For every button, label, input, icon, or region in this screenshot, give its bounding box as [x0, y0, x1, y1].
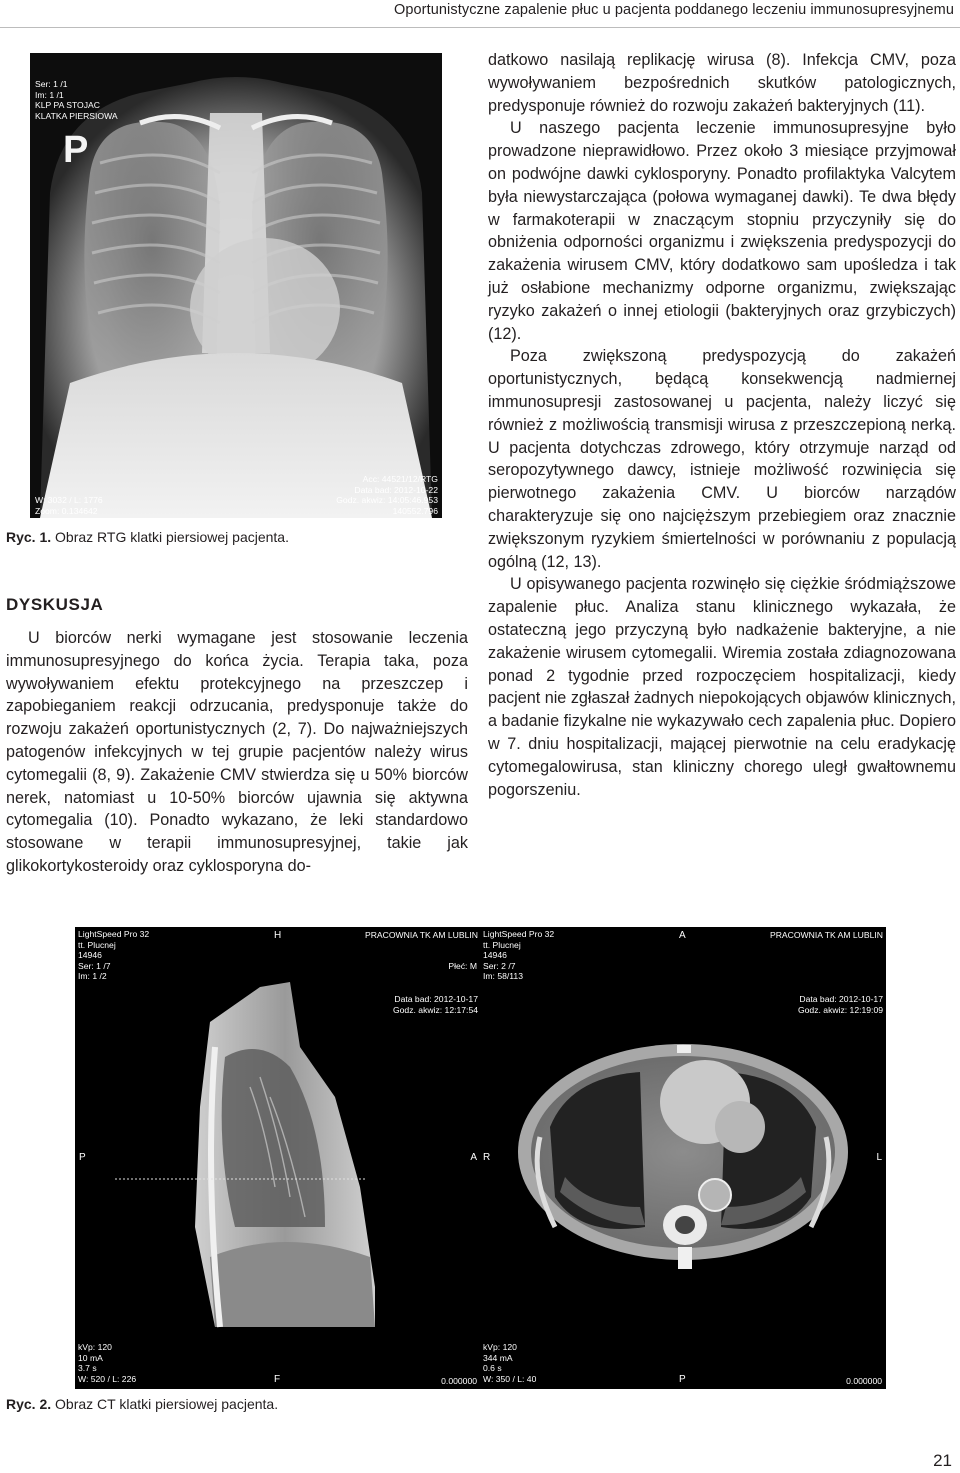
- orient-top: H: [274, 930, 282, 941]
- ct-sag-overlay-top-left: LightSpeed Pro 32 tt. Plucnej 14946 Ser: 1 /7 Im: 1 /2: [78, 929, 150, 981]
- side-marker: P: [63, 129, 89, 171]
- xray-overlay-bottom-left: W: 3032 / L: 1776 Zoom: 0.134642: [35, 495, 103, 516]
- orient-left: P: [79, 1152, 86, 1163]
- orient-left: R: [483, 1152, 491, 1163]
- paragraph: U biorców nerki wymagane jest stosowanie leczenia immunosupresyjnego do końca życia. Terapia taka, poza wywoływaniem efektu protekcyjnego na przeszczep i zapobieganiem reakcji odrzucania, predysponuje także do rozwoju zakażeń oportunistycznych (2, 7). Do najważniejszych patogenów infekcyjnych w tej grupie pacjentów należy wirus cytomegalii (8, 9). Zakażenie CMV stwierdza się u 50% biorców nerek, natomiast u 10-50% biorców ujawnia się aktywna cytomegalia (10). Ponadto wykazano, że leki standardowo stosowane w terapii immunosupresyjnej, takie jak glikokortykosteroidy oraz cyklosporyna do-: [6, 629, 468, 875]
- ct-ax-bottom-right: 0.000000: [846, 1376, 882, 1386]
- ct-ax-overlay-bottom-left: kVp: 120 344 mA 0.6 s W: 350 / L: 40: [483, 1342, 537, 1384]
- orient-right: L: [876, 1152, 882, 1163]
- ct-sag-bottom-right: 0.000000: [441, 1376, 477, 1386]
- ct-ax-date: Data bad: 2012-10-17 Godz. akwiz: 12:19:09: [797, 994, 883, 1015]
- running-header: Oportunistyczne zapalenie płuc u pacjenta poddanego leczeniu immunosupresyjnemu: [393, 2, 954, 18]
- ct-sagittal-image: [75, 927, 481, 1389]
- right-column-text: [488, 49, 956, 801]
- figure1-caption: Ryc. 1. Obraz RTG klatki piersiowej pacjenta.: [6, 529, 289, 545]
- page-number: 21: [933, 1451, 952, 1470]
- paragraph: datkowo nasilają replikację wirusa (8). Infekcja CMV, poza wywoływaniem bezpośrednich skutków patologicznych, predysponuje również do rozwoju zakażeń bakteryjnych (11).: [488, 51, 956, 115]
- paragraph: U naszego pacjenta leczenie immunosupresyjne było prowadzone nieprawidłowo. Przez około 3 miesiące przyjmował on podwójne dawki cyklosporyny. Ponadto profilaktyka Valcytem była niewystarczająca (połowa wymaganej dawki). Te dwa błędy w farmakoterapii w znaczącym stopniu przyczyniły się do obniżenia odporności organizmu i zwiększenia predyspozycji do zakażenia wirusem CMV, który dodatkowo sam upośledza i tak już osłabione mechanizmy odporne organizmu, zwiększając ryzyko zakażeń o innej etiologii (bakteryjnych oraz grzybiczych) (12).: [488, 119, 956, 343]
- ct-axial-image: [480, 927, 886, 1389]
- ct-ax-institution: PRACOWNIA TK AM LUBLIN: [769, 930, 883, 940]
- left-column-text: [6, 627, 468, 878]
- orient-bottom: P: [679, 1374, 686, 1385]
- xray-overlay-bottom-right: Acc: 44521/12/RTG Data bad: 2012-10-22 Godz. akwiz: 14:05:46.953 140552.796: [336, 474, 438, 516]
- orient-bottom: F: [274, 1374, 281, 1385]
- ct-sag-date: Data bad: 2012-10-17 Godz. akwiz: 12:17:54: [392, 994, 478, 1015]
- paragraph: Poza zwiększoną predyspozycją do zakażeń oportunistycznych, będącą konsekwencją nadmiernej immunosupresji zastosowanej u pacjenta, należy liczyć się również z możliwością transmisji wirusa z przeszczepioną nerką. U pacjenta dotychczas zdrowego, który otrzymuje narząd od seropozytywnego dawcy, istnieje możliwość rozwinięcia się pierwotnego zakażenia CMV. U biorców narządów charakteryzuje się ono najcięższym przebiegiem oraz znacznie zwiększonym ryzykiem śmiertelności w porównaniu z populacją ogólną (12, 13).: [488, 347, 956, 571]
- ct-sag-sex: Płeć: M: [448, 961, 477, 971]
- xray-drawing: [30, 53, 442, 518]
- orient-top: A: [679, 930, 686, 941]
- header-rule: [0, 27, 960, 28]
- section-heading: DYSKUSJA: [6, 595, 104, 614]
- xray-overlay-top-left: Ser: 1 /1 Im: 1 /1 KLP PA STOJAC KLATKA PIERSIOWA: [35, 79, 118, 121]
- paragraph: U opisywanego pacjenta rozwinęło się ciężkie śródmiąższowe zapalenie płuc. Analiza stanu klinicznego wykazała, że ostateczną jego przyczyną było nadkażenie bakteryjne, a nie zakażenie wirusem cytomegalii. Wiremia została zdiagnozowana ponad 2 tygodnie przed rozpoczęciem hospitalizacji, kiedy pacjent nie zgłaszał żadnych niepokojących objawów klinicznych, a badanie fizykalne nie wykazywało cech zapalenia płuc. Dopiero w 7. dniu hospitalizacji, mającej pierwotnie na celu eradykację cytomegalowirusa, stan kliniczny chorego uległ gwałtownemu pogorszeniu.: [488, 575, 956, 799]
- orient-right: A: [470, 1152, 477, 1163]
- ct-sag-overlay-bottom-left: kVp: 120 10 mA 3.7 s W: 520 / L: 226: [78, 1342, 137, 1384]
- chest-xray-image: [30, 53, 442, 518]
- ct-sag-institution: PRACOWNIA TK AM LUBLIN: [364, 930, 478, 940]
- figure2-caption: Ryc. 2. Obraz CT klatki piersiowej pacjenta.: [6, 1396, 279, 1412]
- ct-ax-overlay-top-left: LightSpeed Pro 32 tt. Plucnej 14946 Ser: 2 /7 Im: 58/113: [483, 929, 555, 981]
